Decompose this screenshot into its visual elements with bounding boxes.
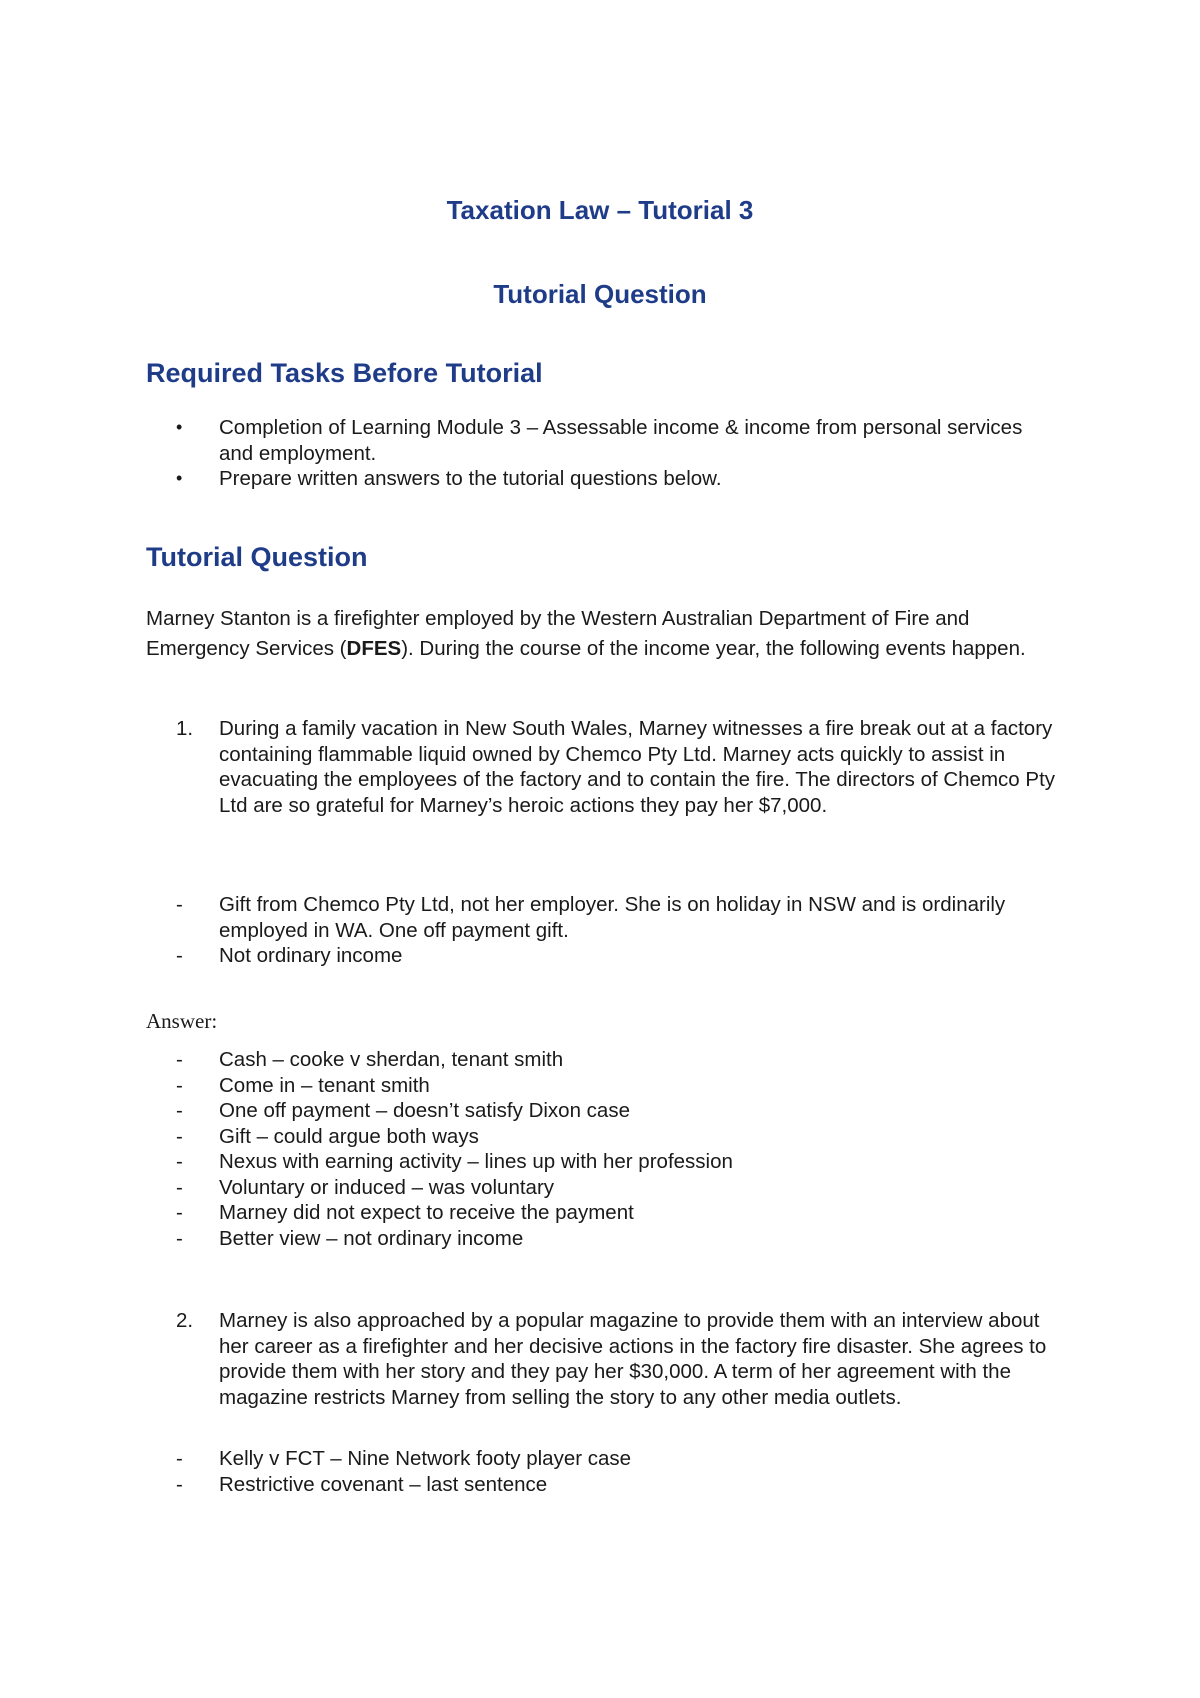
question-2 <box>0 1308 1059 1410</box>
list-item-text: Completion of Learning Module 3 – Assessable income & income from personal services and employment. <box>219 416 1023 465</box>
document-title: Taxation Law – Tutorial 3 <box>446 195 754 225</box>
list-item <box>0 1098 1059 1124</box>
dash-icon: - <box>176 1472 183 1496</box>
list-item-text: Not ordinary income <box>219 944 403 967</box>
list-item-text: Nexus with earning activity – lines up with her profession <box>219 1150 733 1173</box>
dash-icon: - <box>176 1175 183 1199</box>
dash-icon: - <box>176 1124 183 1148</box>
intro-text-b: ). During the course of the income year, the following events happen. <box>401 637 1026 660</box>
question-1-notes <box>0 892 1059 969</box>
list-item <box>0 466 1059 492</box>
dash-icon: - <box>176 1048 183 1071</box>
list-item-text: One off payment – doesn’t satisfy Dixon case <box>219 1099 630 1122</box>
list-item-text: Marney did not expect to receive the payment <box>219 1201 634 1224</box>
document-subtitle: Tutorial Question <box>493 279 707 309</box>
list-item <box>0 1200 1059 1226</box>
list-item-text: Better view – not ordinary income <box>219 1226 524 1250</box>
question-1 <box>0 716 1059 818</box>
section-heading-required-tasks: Required Tasks Before Tutorial <box>146 358 543 388</box>
answer-label: Answer: <box>146 1009 218 1033</box>
list-item-text: Come in – tenant smith <box>219 1073 430 1097</box>
intro-text-bold: DFES <box>346 637 402 660</box>
question-2-notes <box>0 1446 1059 1497</box>
bullet-icon: • <box>176 417 183 437</box>
bullet-icon: • <box>176 468 183 488</box>
list-item-text: Kelly v FCT – Nine Network footy player case <box>219 1447 632 1470</box>
list-item-text: Cash – cooke v sherdan, tenant smith <box>219 1048 564 1071</box>
dash-icon: - <box>176 1073 183 1097</box>
dash-icon: - <box>176 1226 183 1250</box>
list-item-text: Restrictive covenant – last sentence <box>219 1472 548 1496</box>
list-item <box>0 1472 1059 1498</box>
dash-icon: - <box>176 1150 183 1173</box>
question-number: 2. <box>176 1309 194 1332</box>
list-item-text: Gift from Chemco Pty Ltd, not her employer. She is on holiday in NSW and is ordinarily employed in WA. One off payment gift. <box>219 893 1006 942</box>
dash-icon: - <box>176 1099 183 1122</box>
list-item-text: Gift – could argue both ways <box>219 1124 479 1148</box>
intro-paragraph <box>146 604 1046 664</box>
dash-icon: - <box>176 1447 183 1470</box>
list-item-text: Prepare written answers to the tutorial questions below. <box>219 467 722 490</box>
list-item <box>0 1047 1059 1073</box>
intro-text-a: Marney Stanton is a firefighter employed by the Western Australian Department of Fire and Emergency Services ( <box>146 607 970 660</box>
list-item <box>0 415 1059 466</box>
list-item <box>0 716 1059 818</box>
list-item <box>0 1226 1059 1252</box>
section-heading-tutorial-question: Tutorial Question <box>146 542 368 572</box>
answer-list <box>0 1047 1059 1251</box>
dash-icon: - <box>176 893 183 916</box>
list-item <box>0 892 1059 943</box>
required-tasks-list <box>0 415 1059 492</box>
list-item <box>0 1124 1059 1150</box>
question-number: 1. <box>176 717 194 740</box>
list-item <box>0 1149 1059 1175</box>
question-text: During a family vacation in New South Wales, Marney witnesses a fire break out at a factory containing flammable liquid owned by Chemco Pty Ltd. Marney acts quickly to assist in evacuating the employees of the factory and to contain the fire. The directors of Chemco Pty Ltd are so grateful for Marney’s heroic actions they pay her $7,000. <box>219 717 1056 817</box>
dash-icon: - <box>176 944 183 967</box>
list-item <box>0 1073 1059 1099</box>
question-text: Marney is also approached by a popular magazine to provide them with an interview about her career as a firefighter and her decisive actions in the factory fire disaster. She agrees to provide them with her story and they pay her $30,000. A term of her agreement with the magazine restricts Marney from selling the story to any other media outlets. <box>219 1309 1047 1409</box>
list-item-text: Voluntary or induced – was voluntary <box>219 1175 555 1199</box>
list-item <box>0 943 1059 969</box>
dash-icon: - <box>176 1201 183 1224</box>
list-item <box>0 1308 1059 1410</box>
list-item <box>0 1175 1059 1201</box>
list-item <box>0 1446 1059 1472</box>
